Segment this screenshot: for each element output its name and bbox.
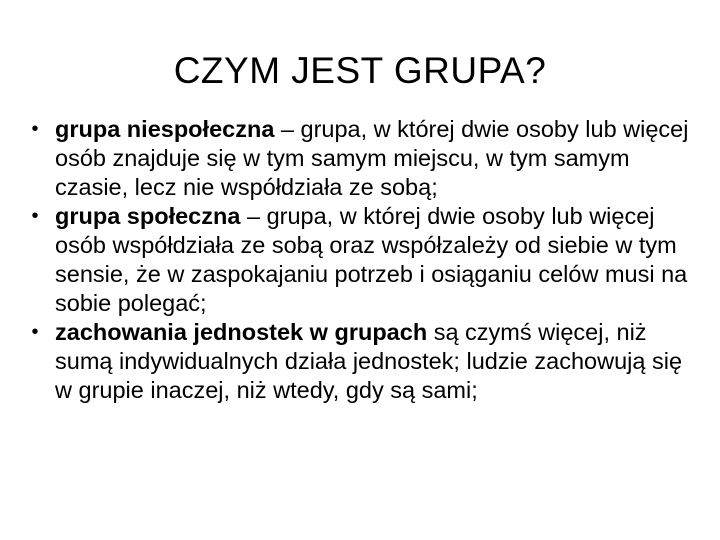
slide-title: CZYM JEST GRUPA?: [173, 50, 547, 91]
bullet-point-icon: •: [31, 205, 39, 227]
bullet-item-social-group: [28, 202, 700, 318]
bullet-term: zachowania jednostek w grupach: [55, 319, 428, 345]
bullet-item-non-social-group: [28, 115, 700, 202]
bullet-list: [28, 115, 700, 405]
bullet-point-icon: •: [31, 118, 39, 140]
bullet-point-icon: •: [31, 321, 39, 343]
bullet-text: – grupa, w której dwie osoby lub więcej osób współdziała ze sobą oraz współzależy od siebie w tym sensie, że w zaspokajaniu potrzeb i osiąganiu celów musi na sobie polegać;: [55, 203, 688, 316]
bullet-text: – grupa, w której dwie osoby lub więcej osób znajduje się w tym samym miejscu, w tym samym czasie, lecz nie współdziała ze sobą;: [55, 116, 689, 200]
bullet-text: są czymś więcej, niż sumą indywidualnych działa jednostek; ludzie zachowują się w grupie inaczej, niż wtedy, gdy są sami;: [55, 319, 683, 403]
bullet-item-group-behavior: [28, 318, 700, 405]
bullet-term: grupa niespołeczna: [55, 116, 275, 142]
bullet-term: grupa społeczna: [55, 203, 241, 229]
